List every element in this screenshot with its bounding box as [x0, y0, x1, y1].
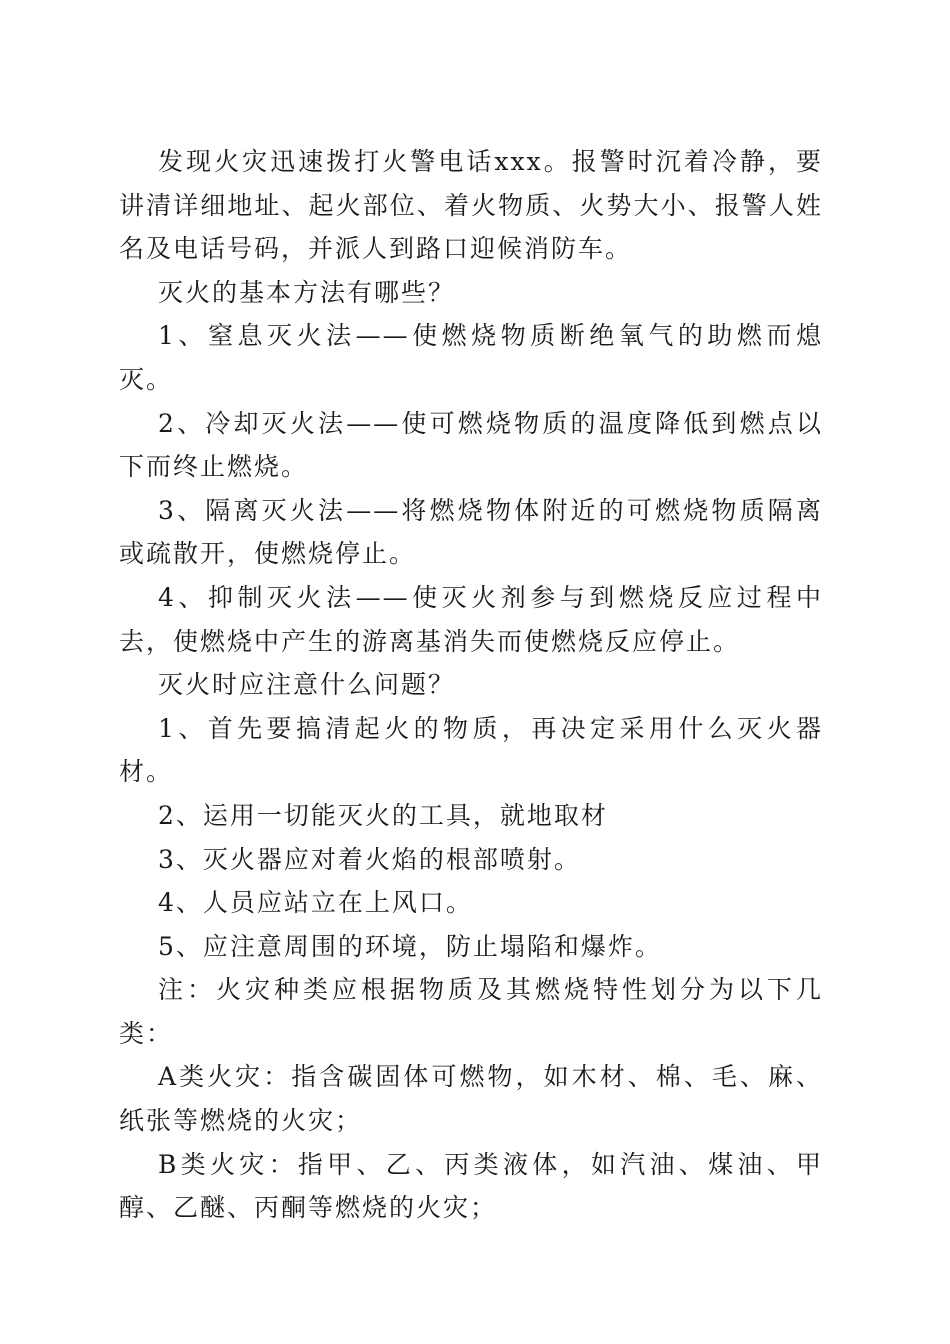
paragraph-fire-report: 发现火灾迅速拨打火警电话xxx。报警时沉着冷静，要讲清详细地址、起火部位、着火物质、火势大小、报警人姓名及电话号码，并派人到路口迎候消防车。	[119, 147, 823, 264]
precaution-item-1: 1、首先要搞清起火的物质，再决定采用什么灭火器材。	[119, 713, 823, 787]
document-body	[119, 140, 823, 1230]
method-item-smothering: 1、窒息灭火法——使燃烧物质断绝氧气的助燃而熄灭。	[119, 321, 823, 394]
method-item-cooling: 2、冷却灭火法——使可燃烧物质的温度降低到燃点以下而终止燃烧。	[119, 408, 823, 482]
note-fire-classes: 注：火灾种类应根据物质及其燃烧特性划分为以下几类：	[119, 975, 823, 1048]
fire-class-b: B类火灾：指甲、乙、丙类液体，如汽油、煤油、甲醇、乙醚、丙酮等燃烧的火灾；	[119, 1149, 823, 1223]
method-item-isolation: 3、隔离灭火法——将燃烧物体附近的可燃烧物质隔离或疏散开，使燃烧停止。	[119, 495, 823, 569]
precaution-item-2: 2、运用一切能灭火的工具，就地取材	[158, 800, 608, 830]
precaution-item-5: 5、应注意周围的环境，防止塌陷和爆炸。	[158, 931, 662, 961]
fire-class-a: A类火灾：指含碳固体可燃物，如木材、棉、毛、麻、纸张等燃烧的火灾；	[119, 1062, 823, 1136]
precaution-item-4: 4、人员应站立在上风口。	[158, 888, 473, 918]
method-item-suppression: 4、抑制灭火法——使灭火剂参与到燃烧反应过程中去，使燃烧中产生的游离基消失而使燃烧反应停止。	[119, 582, 823, 656]
heading-precautions: 灭火时应注意什么问题？	[158, 670, 456, 700]
heading-extinguish-methods: 灭火的基本方法有哪些？	[158, 277, 456, 307]
precaution-item-3: 3、灭火器应对着火焰的根部喷射。	[158, 844, 581, 874]
